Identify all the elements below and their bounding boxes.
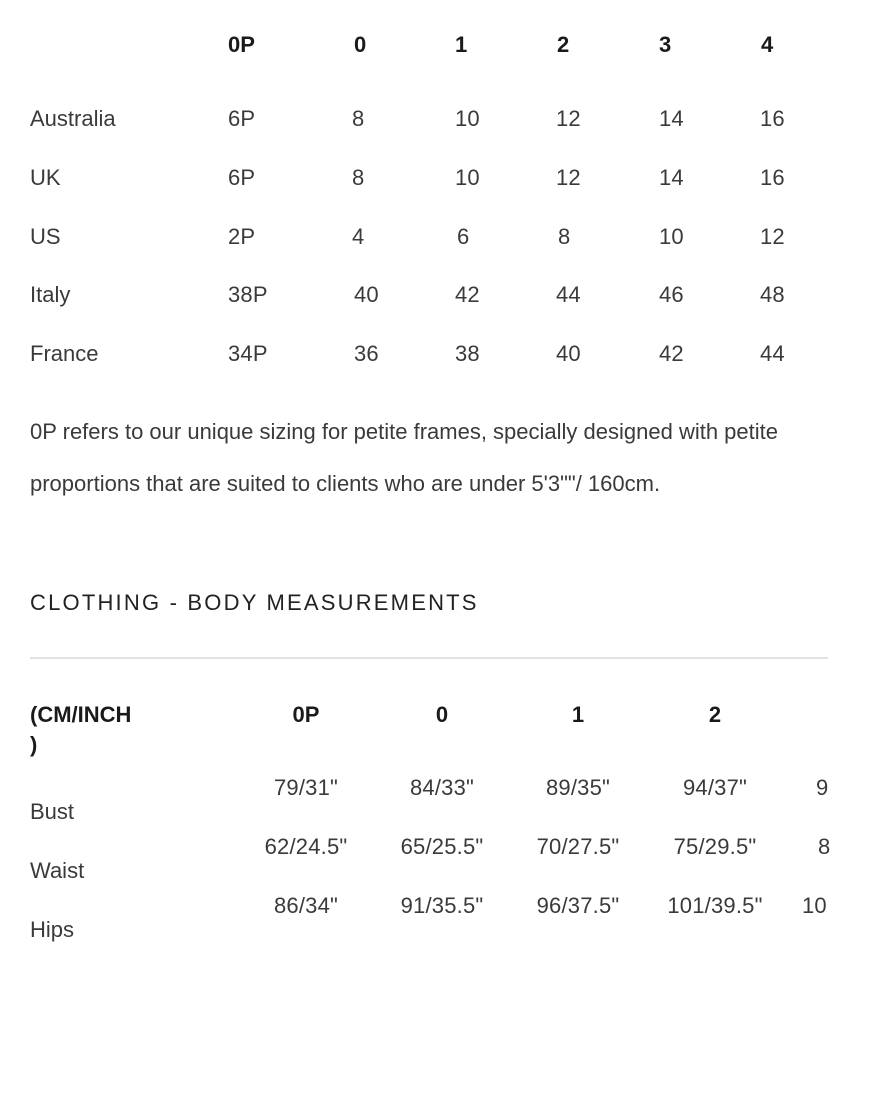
table-cell: 44 — [760, 341, 785, 366]
table-cell: 10 — [659, 224, 684, 249]
size-header-2: 2 — [557, 32, 570, 57]
table-cell: 40 — [354, 282, 379, 307]
table-cell: 40 — [556, 341, 581, 366]
table-cell: 4 — [352, 224, 365, 249]
table-cell: 65/25.5" — [400, 834, 484, 859]
table-cell: 34P — [228, 341, 268, 366]
size-header-0p: 0P — [228, 32, 255, 57]
table-cell: 2P — [228, 224, 256, 249]
table-cell: 42 — [659, 341, 684, 366]
table-cell: 12 — [556, 106, 581, 131]
table-cell: 6P — [228, 106, 256, 131]
table-cell: 36 — [354, 341, 379, 366]
table-cell: 14 — [659, 106, 684, 131]
table-cell: 94/37" — [682, 775, 748, 800]
table-cell: 46 — [659, 282, 684, 307]
table-cell-cut: 8 — [818, 834, 830, 859]
measure-header-2: 2 — [708, 702, 722, 727]
table-cell: 101/39.5" — [667, 893, 763, 918]
row-label-bust: Bust — [30, 799, 75, 824]
table-cell: 6P — [228, 165, 256, 190]
table-cell: 91/35.5" — [400, 893, 484, 918]
table-cell: 8 — [352, 106, 365, 131]
size-header-0: 0 — [354, 32, 367, 57]
table-cell: 12 — [760, 224, 785, 249]
section-title: CLOTHING - BODY MEASUREMENTS — [30, 590, 479, 615]
table-cell: 75/29.5" — [673, 834, 757, 859]
table-cell: 16 — [760, 165, 785, 190]
table-cell: 12 — [556, 165, 581, 190]
table-cell: 70/27.5" — [536, 834, 620, 859]
table-cell: 10 — [455, 106, 480, 131]
table-cell: 6 — [457, 224, 470, 249]
table-cell: 38P — [228, 282, 268, 307]
table-cell: 48 — [760, 282, 785, 307]
row-label-hips: Hips — [30, 917, 75, 942]
unit-label-close: ) — [30, 732, 38, 757]
size-header-4: 4 — [761, 32, 774, 57]
table-cell: 44 — [556, 282, 581, 307]
measure-header-1: 1 — [571, 702, 585, 727]
row-label-france: France — [30, 341, 99, 366]
row-label-italy: Italy — [30, 282, 71, 307]
table-cell: 79/31" — [273, 775, 339, 800]
table-cell: 89/35" — [545, 775, 611, 800]
row-label-australia: Australia — [30, 106, 116, 131]
petite-sizing-note: 0P refers to our unique sizing for petite frames, specially designed with petite proportions that are suited to clients who are under 5'3""/ 160cm. — [30, 419, 778, 496]
table-cell: 42 — [455, 282, 480, 307]
table-cell: 62/24.5" — [264, 834, 348, 859]
table-cell: 96/37.5" — [536, 893, 620, 918]
unit-label: (CM/INCH — [30, 702, 132, 727]
table-cell-cut: 9 — [816, 775, 829, 800]
row-label-uk: UK — [30, 165, 61, 190]
table-cell: 14 — [659, 165, 684, 190]
table-cell: 84/33" — [409, 775, 475, 800]
table-cell: 8 — [352, 165, 365, 190]
table-cell: 38 — [455, 341, 480, 366]
table-cell: 86/34" — [273, 893, 339, 918]
table-cell: 8 — [558, 224, 571, 249]
table-cell: 10 — [455, 165, 480, 190]
size-header-3: 3 — [659, 32, 672, 57]
table-cell: 16 — [760, 106, 785, 131]
size-header-1: 1 — [455, 32, 468, 57]
measure-header-0p: 0P — [292, 702, 320, 727]
measure-header-0: 0 — [435, 702, 449, 727]
row-label-waist: Waist — [30, 858, 85, 883]
row-label-us: US — [30, 224, 61, 249]
table-cell-cut: 10 — [802, 893, 827, 918]
